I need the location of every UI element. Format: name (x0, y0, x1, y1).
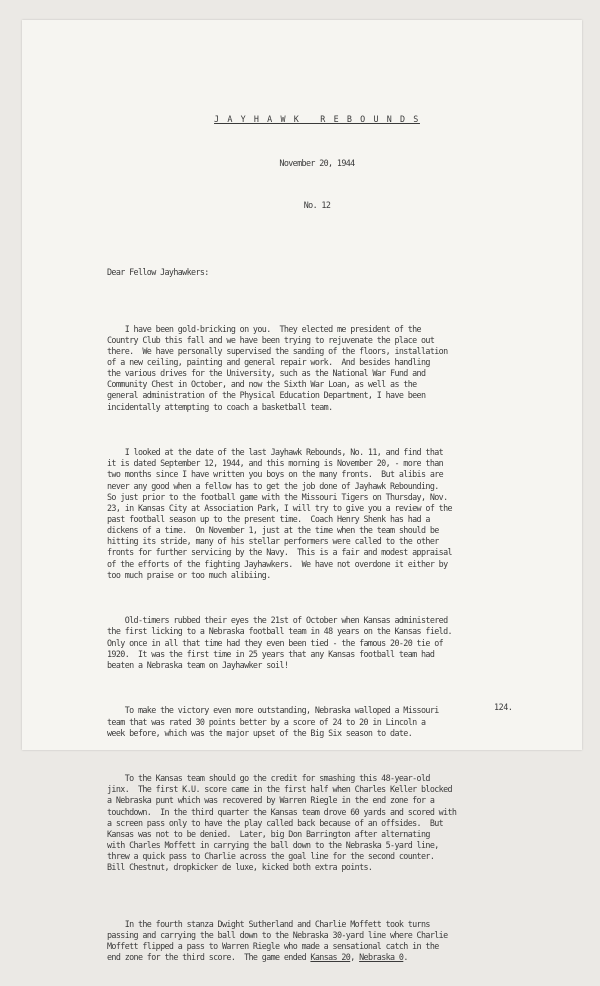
score-separator: , (350, 952, 360, 963)
letter-date: November 20, 1944 (279, 157, 355, 168)
paragraph-6-text: In the fourth stanza Dwight Sutherland and Charlie Moffett took turns passing and carrying the ball down to the Nebraska 30-yard line where Charlie Moffett flipped a pass to Warren Riegle who made a sensational catch in the end zone for the third score. The game ended (107, 919, 448, 963)
paragraph-5: To the Kansas team should go the credit for smashing this 48-year-old jinx. The first K.U. score came in the first half when Charles Keller blocked a Nebraska punt which was recovered by Warren Riegle in the end zone for a touchdown. In the third quarter the Kansas team drove 60 yards and scored with a screen pass only to have the play called back because of an offsides. But Kansas was not to be denied. Later, big Don Barrington after alternating with Charles Moffett in carrying the ball down to the Nebraska 5-yard line, threw a quick pass to Charlie across the goal line for the second counter. Bill Chestnut, dropkicker de luxe, kicked both extra points. (107, 773, 457, 873)
paragraph-2: I looked at the date of the last Jayhawk Rebounds, No. 11, and find that it is dated September 12, 1944, and this morning is November 20, - more than two months since I have written you boys on the many fronts. But alibis are never any good when a fellow has to get the job done of Jayhawk Rebounding. So just prior to the football game with the Missouri Tigers on Thursday, Nov. 23, in Kansas City at Association Park, I will try to give you a review of the past football season up to the present time. Coach Henry Shenk has had a dickens of a time. On November 1, just at the time when the team should be hitting its stride, many of his stellar performers were called to the other fronts for further servicing by the Navy. This is a fair and modest appraisal of the efforts of the fighting Jayhawkers. We have not overdone it either by too much praise or too much alibiing. (107, 447, 452, 580)
paragraph-1: I have been gold-bricking on you. They elected me president of the Country Club this fall and we have been trying to rejuvenate the place out there. We have personally supervised the sanding of the floors, installation of a new ceiling, painting and general repair work. And besides handling the various drives for the University, such as the National War Fund and Community Chest in October, and now the Sixth War Loan, as well as the general administration of the Physical Education Department, I have been incidentally attempting to coach a basketball team. (107, 323, 448, 412)
score-nebraska: Nebraska 0 (359, 952, 404, 963)
document-page (22, 20, 582, 963)
paragraph-4: To make the victory even more outstanding, Nebraska walloped a Missouri team that was rated 30 points better by a score of 24 to 20 in Lincoln a week before, which was the major upset of the Big Six season to date. (107, 705, 439, 738)
paragraph-6 (107, 919, 527, 964)
paragraph-3: Old-timers rubbed their eyes the 21st of October when Kansas administered the first licking to a Nebraska football team in 48 years on the Kansas field. Only once in all that time had they even been tied - the famous 20-20 tie of 1920. It was the first time in 25 years that any Kansas football team had beaten a Nebraska team on Jayhawker soil! (107, 615, 452, 670)
newsletter-title: J A Y H A W K R E B O U N D S (214, 114, 420, 125)
paragraph-end: . (403, 952, 408, 963)
page-number: 124. (494, 702, 513, 712)
score-kansas: Kansas 20 (310, 952, 351, 963)
salutation: Dear Fellow Jayhawkers: (107, 266, 209, 277)
letter-body (107, 92, 527, 986)
issue-number: No. 12 (303, 200, 331, 211)
